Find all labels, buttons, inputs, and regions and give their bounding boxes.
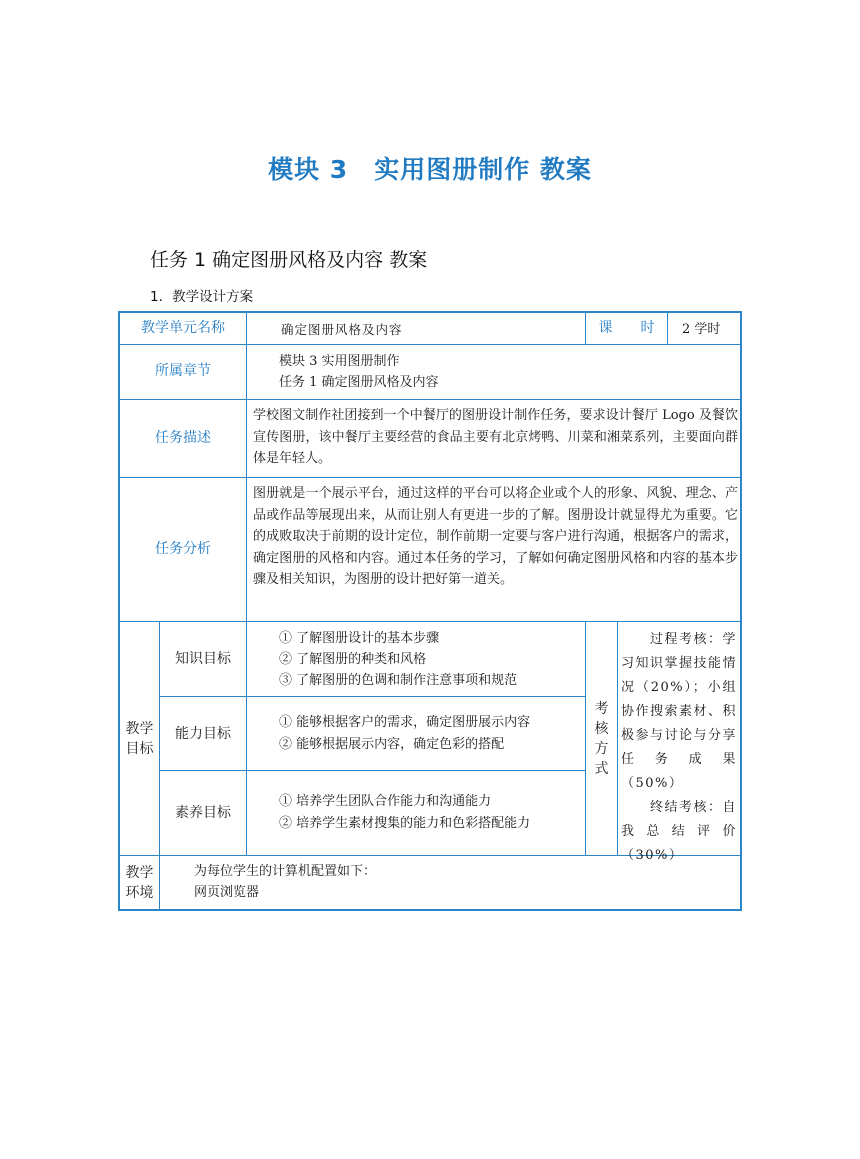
section-heading: 1．教学设计方案 xyxy=(150,289,254,305)
hours-label: 课 时 xyxy=(586,313,668,345)
ability-goal-items xyxy=(247,697,586,771)
task-description-text: 学校图文制作社团接到一个中餐厅的图册设计制作任务，要求设计餐厅 Logo 及餐饮宣传图册，该中餐厅主要经营的食品主要有北京烤鸭、川菜和湘菜系列，主要面向群体是年轻人。 xyxy=(247,400,740,478)
chapter-line: 模块 3 实用图册制作 xyxy=(279,354,400,369)
page-title: 模块 3 实用图册制作 教案 xyxy=(268,155,592,184)
teaching-goals-label: 教学目标 xyxy=(120,622,160,856)
chapter-line: 任务 1 确定图册风格及内容 xyxy=(279,375,439,390)
ability-goal-label: 能力目标 xyxy=(160,697,247,771)
chapter-value xyxy=(247,345,740,400)
hours-value: 2 学时 xyxy=(668,313,740,345)
goal-item: ② 培养学生素材搜集的能力和色彩搭配能力 xyxy=(279,816,531,831)
goal-item: ② 了解图册的种类和风格 xyxy=(279,651,427,667)
teaching-environment-label: 教学环境 xyxy=(120,856,160,909)
environment-line: 网页浏览器 xyxy=(194,885,260,900)
assessment-label: 考核方式 xyxy=(586,622,618,856)
quality-goal-items xyxy=(247,771,586,856)
unit-name-label: 教学单元名称 xyxy=(120,313,247,345)
quality-goal-label: 素养目标 xyxy=(160,771,247,856)
teaching-plan-table xyxy=(118,311,742,911)
environment-line: 为每位学生的计算机配置如下： xyxy=(194,864,377,879)
task-description-label: 任务描述 xyxy=(120,400,247,478)
task-subtitle: 任务 1 确定图册风格及内容 教案 xyxy=(150,249,428,271)
knowledge-goal-items xyxy=(247,622,586,697)
goal-item: ① 能够根据客户的需求，确定图册展示内容 xyxy=(279,714,531,730)
unit-name-value: 确定图册风格及内容 xyxy=(247,313,586,345)
goal-item: ① 培养学生团队合作能力和沟通能力 xyxy=(279,794,492,809)
assessment-text: 过程考核：学习知识掌握技能情况（20%）；小组协作搜索素材、积极参与讨论与分享任务成果（50%） 终结考核：自我总结评价（30%） xyxy=(618,622,740,856)
task-analysis-text: 图册就是一个展示平台，通过这样的平台可以将企业或个人的形象、风貌、理念、产品或作品等展现出来，从而让别人有更进一步的了解。图册设计就显得尤为重要。它的成败取决于前期的设计定位，制作前期一定要与客户进行沟通，根据客户的需求，确定图册的风格和内容。通过本任务的学习，了解如何确定图册风格和内容的基本步骤及相关知识，为图册的设计把好第一道关。 xyxy=(247,478,740,622)
knowledge-goal-label: 知识目标 xyxy=(160,622,247,697)
goal-item: ① 了解图册设计的基本步骤 xyxy=(279,630,440,646)
goal-item: ② 能够根据展示内容，确定色彩的搭配 xyxy=(279,736,505,752)
goal-item: ③ 了解图册的色调和制作注意事项和规范 xyxy=(279,672,518,688)
chapter-label: 所属章节 xyxy=(120,345,247,400)
task-analysis-label: 任务分析 xyxy=(120,478,247,622)
teaching-environment-text xyxy=(160,856,740,909)
